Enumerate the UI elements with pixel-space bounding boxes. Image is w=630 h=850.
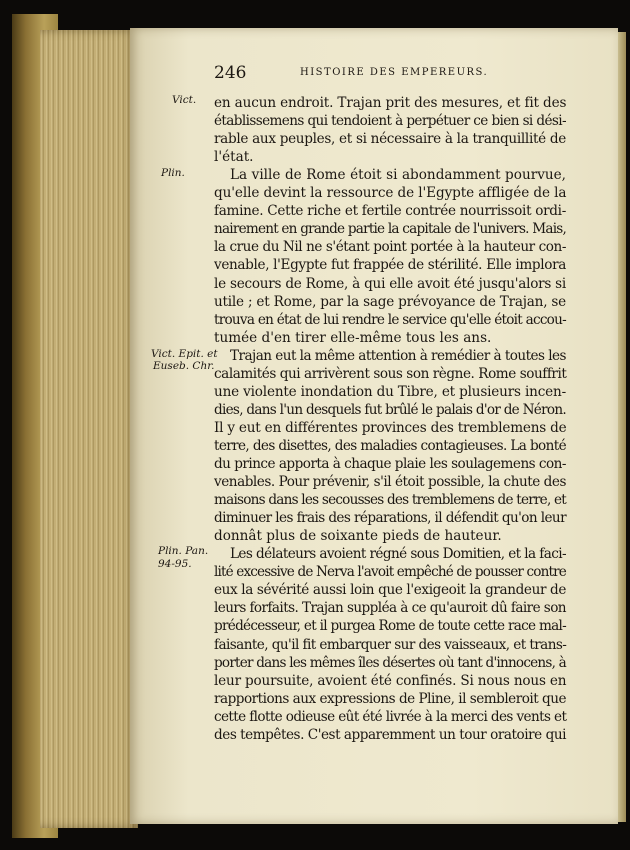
margin-note: 94-95. — [158, 558, 192, 570]
text-line-content: rable aux peuples, et si nécessaire à la tranquillité de — [214, 131, 566, 148]
text-line-content: la crue du Nil ne s'étant point portée à la hauteur con- — [214, 239, 566, 256]
text-line — [0, 673, 630, 693]
text-line — [0, 95, 630, 115]
page-header — [0, 63, 630, 85]
text-line — [0, 727, 630, 747]
text-line-content: Trajan eut la même attention à remédier à toutes les — [230, 347, 566, 364]
text-line-content: nairement en grande partie la capitale de l'univers. Mais, — [214, 221, 566, 238]
text-line-content: calamités qui arrivèrent sous son règne. Rome souffrit — [214, 365, 567, 382]
text-line — [0, 492, 630, 512]
text-line — [0, 691, 630, 711]
text-line-content: venable, l'Egypte fut frappée de stérilité. Elle implora — [214, 257, 566, 274]
text-line — [0, 366, 630, 386]
text-line — [0, 600, 630, 620]
text-line — [0, 131, 630, 151]
text-line-content: trouva en état de lui rendre le service qu'elle étoit accou- — [214, 311, 566, 328]
text-line-content: venables. Pour prévenir, s'il étoit possible, la chute des — [214, 474, 566, 491]
text-line — [0, 510, 630, 530]
text-line-content: tumée d'en tirer elle-même tous les ans. — [214, 329, 492, 346]
text-line-content: faisante, qu'il fit embarquer sur des vaisseaux, et trans- — [214, 636, 567, 653]
margin-note: Vict. Epit. et — [151, 348, 218, 360]
text-line-content: rapportions aux expressions de Pline, il sembleroit que — [214, 690, 566, 707]
text-line-content: une violente inondation du Tibre, et plusieurs incen- — [214, 383, 566, 400]
text-line-content: le secours de Rome, à qui elle avoit été jusqu'alors si — [214, 275, 566, 292]
text-line-content: La ville de Rome étoit si abondamment pourvue, — [230, 167, 566, 184]
text-line-content: prédécesseur, et il purgea Rome de toute cette race mal- — [214, 618, 566, 635]
text-line — [0, 637, 630, 657]
text-line-content: en aucun endroit. Trajan prit des mesures, et fit des — [214, 95, 567, 111]
running-head: HISTOIRE DES EMPEREURS. — [300, 67, 489, 78]
text-line-content: l'état. — [214, 149, 254, 166]
text-line — [0, 203, 630, 223]
margin-note: Euseb. Chr. — [153, 360, 215, 372]
text-line — [0, 276, 630, 296]
text-line-content: famine. Cette riche et fertile contrée nourrissoit ordi- — [214, 203, 566, 220]
text-line-content: du prince apporta à chaque plaie les soulagemens con- — [214, 456, 566, 472]
text-line — [0, 384, 630, 404]
text-line-content: donnât plus de soixante pieds de hauteur. — [214, 528, 502, 545]
text-line — [0, 564, 630, 584]
text-line — [0, 438, 630, 458]
text-line-content: établissemens qui tendoient à perpétuer ce bien si dési- — [214, 113, 566, 130]
text-line-content: Il y eut en différentes provinces des tremblemens de — [214, 419, 567, 436]
text-line — [0, 113, 630, 133]
text-line-content: diminuer les frais des réparations, il défendit qu'on leur — [214, 510, 566, 527]
margin-note: Vict. — [172, 94, 197, 106]
page-number: 246 — [214, 63, 247, 83]
text-line — [0, 149, 630, 169]
text-line — [0, 294, 630, 314]
text-line — [0, 456, 630, 476]
margin-note: Plin. Pan. — [158, 545, 209, 557]
text-line — [0, 709, 630, 729]
text-line-content: maisons dans les secousses des tremblemens de terre, et — [214, 492, 566, 509]
text-line — [0, 185, 630, 205]
text-line — [0, 582, 630, 602]
text-line — [0, 546, 630, 566]
text-line-content: porter dans les mêmes îles désertes où tant d'innocens, à — [214, 654, 566, 671]
text-line-content: dies, dans l'un desquels fut brûlé le palais d'or de Néron. — [214, 401, 566, 418]
text-line — [0, 402, 630, 422]
text-line-content: cette flotte odieuse eût été livrée à la merci des vents et — [214, 708, 567, 725]
text-line — [0, 312, 630, 332]
text-line — [0, 257, 630, 277]
text-line-content: leur poursuite, avoient été confinés. Si nous nous en — [214, 672, 567, 689]
text-line-content: lité excessive de Nerva l'avoit empêché de pousser contre — [214, 564, 566, 581]
text-line-content: utile ; et Rome, par la sage prévoyance de Trajan, se — [214, 293, 566, 310]
text-line — [0, 330, 630, 350]
text-line-content: terre, des disettes, des maladies contagieuses. La bonté — [214, 437, 567, 454]
text-line — [0, 167, 630, 187]
text-line-content: Les délateurs avoient régné sous Domitien, et la faci- — [230, 546, 566, 563]
text-line — [0, 618, 630, 638]
text-line — [0, 528, 630, 548]
text-line — [0, 474, 630, 494]
text-line — [0, 348, 630, 368]
text-line — [0, 221, 630, 241]
text-line-content: leurs forfaits. Trajan suppléa à ce qu'auroit dû faire son — [214, 600, 566, 617]
text-line — [0, 655, 630, 675]
text-line — [0, 239, 630, 259]
text-line — [0, 420, 630, 440]
text-line-content: qu'elle devint la ressource de l'Egypte affligée de la — [214, 185, 567, 202]
text-line-content: eux la sévérité aussi loin que l'exigeoit la grandeur de — [214, 582, 567, 599]
margin-note: Plin. — [161, 167, 185, 179]
text-line-content: des tempêtes. C'est apparemment un tour oratoire qui — [214, 726, 566, 743]
